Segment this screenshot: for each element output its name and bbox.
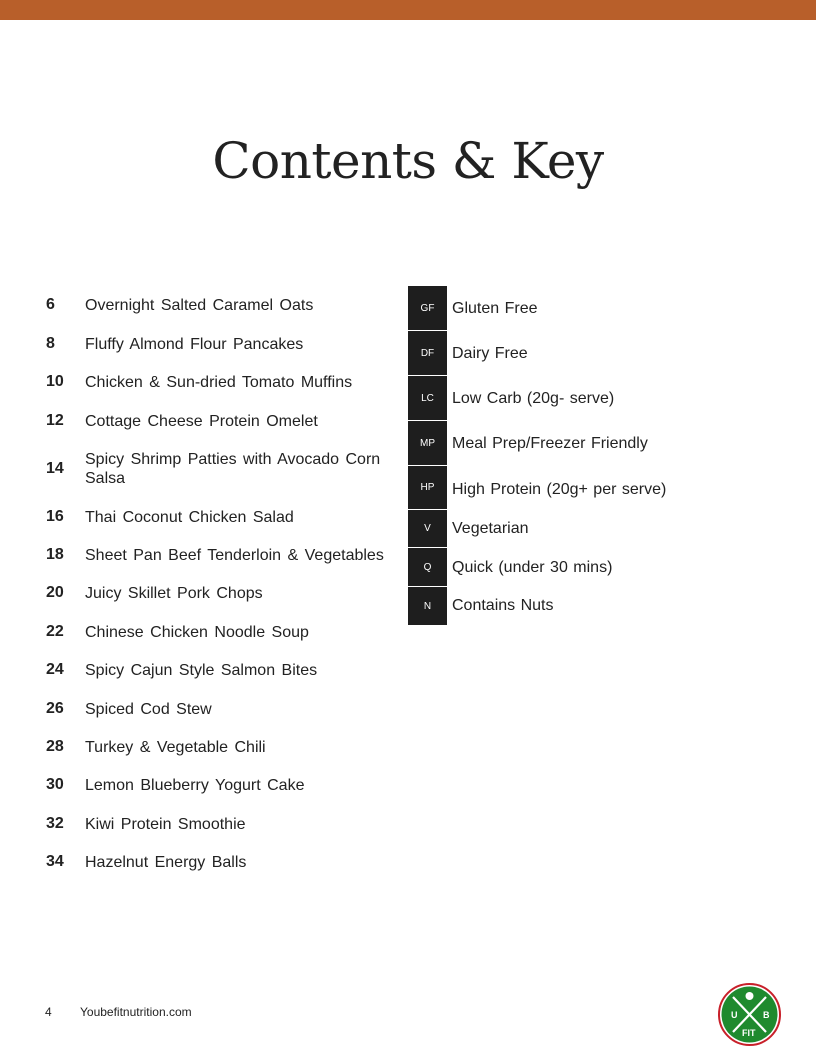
key-badge: V (408, 510, 447, 548)
key-item-mp (408, 421, 648, 466)
ubfit-logo-icon (718, 983, 781, 1046)
contents-recipe-title: Turkey & Vegetable Chili (85, 738, 266, 756)
contents-recipe-title: Chinese Chicken Noodle Soup (85, 623, 309, 641)
contents-page-number: 26 (46, 700, 64, 717)
contents-item[interactable] (46, 852, 396, 872)
contents-page-number: 8 (46, 335, 55, 352)
contents-item[interactable] (46, 814, 396, 834)
key-label: Gluten Free (452, 299, 538, 317)
logo-letter-b: B (763, 1010, 770, 1020)
contents-page-number: 10 (46, 373, 64, 390)
contents-item[interactable] (46, 737, 396, 757)
key-item-hp (408, 466, 666, 510)
contents-item[interactable] (46, 699, 396, 719)
contents-recipe-title: Lemon Blueberry Yogurt Cake (85, 776, 305, 794)
contents-page-number: 22 (46, 623, 64, 640)
contents-page-number: 30 (46, 776, 64, 793)
contents-page-number: 14 (46, 460, 64, 477)
contents-recipe-title: Thai Coconut Chicken Salad (85, 508, 294, 526)
contents-page-number: 12 (46, 412, 64, 429)
key-item-gf (408, 286, 537, 331)
key-item-df (408, 331, 528, 376)
contents-page-number: 24 (46, 661, 64, 678)
key-badge: MP (408, 421, 447, 466)
key-item-v (408, 510, 529, 548)
logo-letter-u: U (731, 1010, 738, 1020)
contents-item[interactable] (46, 507, 396, 527)
contents-item[interactable] (46, 622, 396, 642)
contents-page-number: 20 (46, 584, 64, 601)
contents-page-number: 6 (46, 296, 55, 313)
key-label: Contains Nuts (452, 597, 554, 614)
contents-recipe-title: Spiced Cod Stew (85, 700, 212, 718)
contents-recipe-title: Hazelnut Energy Balls (85, 853, 247, 871)
contents-recipe-title: Chicken & Sun-dried Tomato Muffins (85, 373, 353, 391)
key-label: Meal Prep/Freezer Friendly (452, 434, 648, 452)
contents-item[interactable] (46, 449, 396, 489)
contents-page-number: 18 (46, 546, 64, 563)
key-badge: HP (408, 466, 447, 510)
key-badge: GF (408, 286, 447, 331)
contents-page-number: 28 (46, 738, 64, 755)
key-badge: LC (408, 376, 447, 421)
contents-recipe-title: Cottage Cheese Protein Omelet (85, 412, 318, 430)
contents-recipe-title: Spicy Cajun Style Salmon Bites (85, 661, 318, 679)
contents-page-number: 34 (46, 853, 64, 870)
key-label: Dairy Free (452, 344, 528, 362)
contents-item[interactable] (46, 411, 396, 431)
page-title: Contents & Key (212, 132, 604, 190)
contents-item[interactable] (46, 660, 396, 680)
footer-page-number: 4 (45, 1005, 52, 1019)
contents-page-number: 16 (46, 508, 64, 525)
key-label: High Protein (20g+ per serve) (452, 481, 667, 498)
key-badge: Q (408, 548, 447, 587)
key-badge: DF (408, 331, 447, 376)
key-label: Vegetarian (452, 520, 529, 537)
contents-item[interactable] (46, 775, 396, 795)
contents-item[interactable] (46, 583, 396, 603)
key-item-n (408, 587, 554, 625)
contents-recipe-title: Kiwi Protein Smoothie (85, 815, 246, 833)
key-label: Quick (under 30 mins) (452, 558, 613, 576)
contents-recipe-title: Overnight Salted Caramel Oats (85, 296, 314, 314)
footer-website[interactable]: Youbefitnutrition.com (80, 1005, 192, 1019)
contents-item[interactable] (46, 334, 396, 354)
logo-letters-fit: FIT (742, 1028, 756, 1038)
contents-item[interactable] (46, 372, 396, 392)
top-accent-bar (0, 0, 816, 20)
contents-recipe-title: Fluffy Almond Flour Pancakes (85, 335, 304, 353)
contents-recipe-title: Sheet Pan Beef Tenderloin & Vegetables (85, 546, 384, 564)
key-item-lc (408, 376, 614, 421)
contents-recipe-title: Juicy Skillet Pork Chops (85, 584, 263, 602)
key-item-q (408, 548, 612, 587)
contents-item[interactable] (46, 295, 396, 315)
contents-recipe-title: Spicy Shrimp Patties with Avocado Corn Salsa (85, 451, 381, 487)
contents-item[interactable] (46, 545, 396, 565)
key-badge: N (408, 587, 447, 625)
contents-page-number: 32 (46, 815, 64, 832)
key-label: Low Carb (20g- serve) (452, 389, 615, 407)
